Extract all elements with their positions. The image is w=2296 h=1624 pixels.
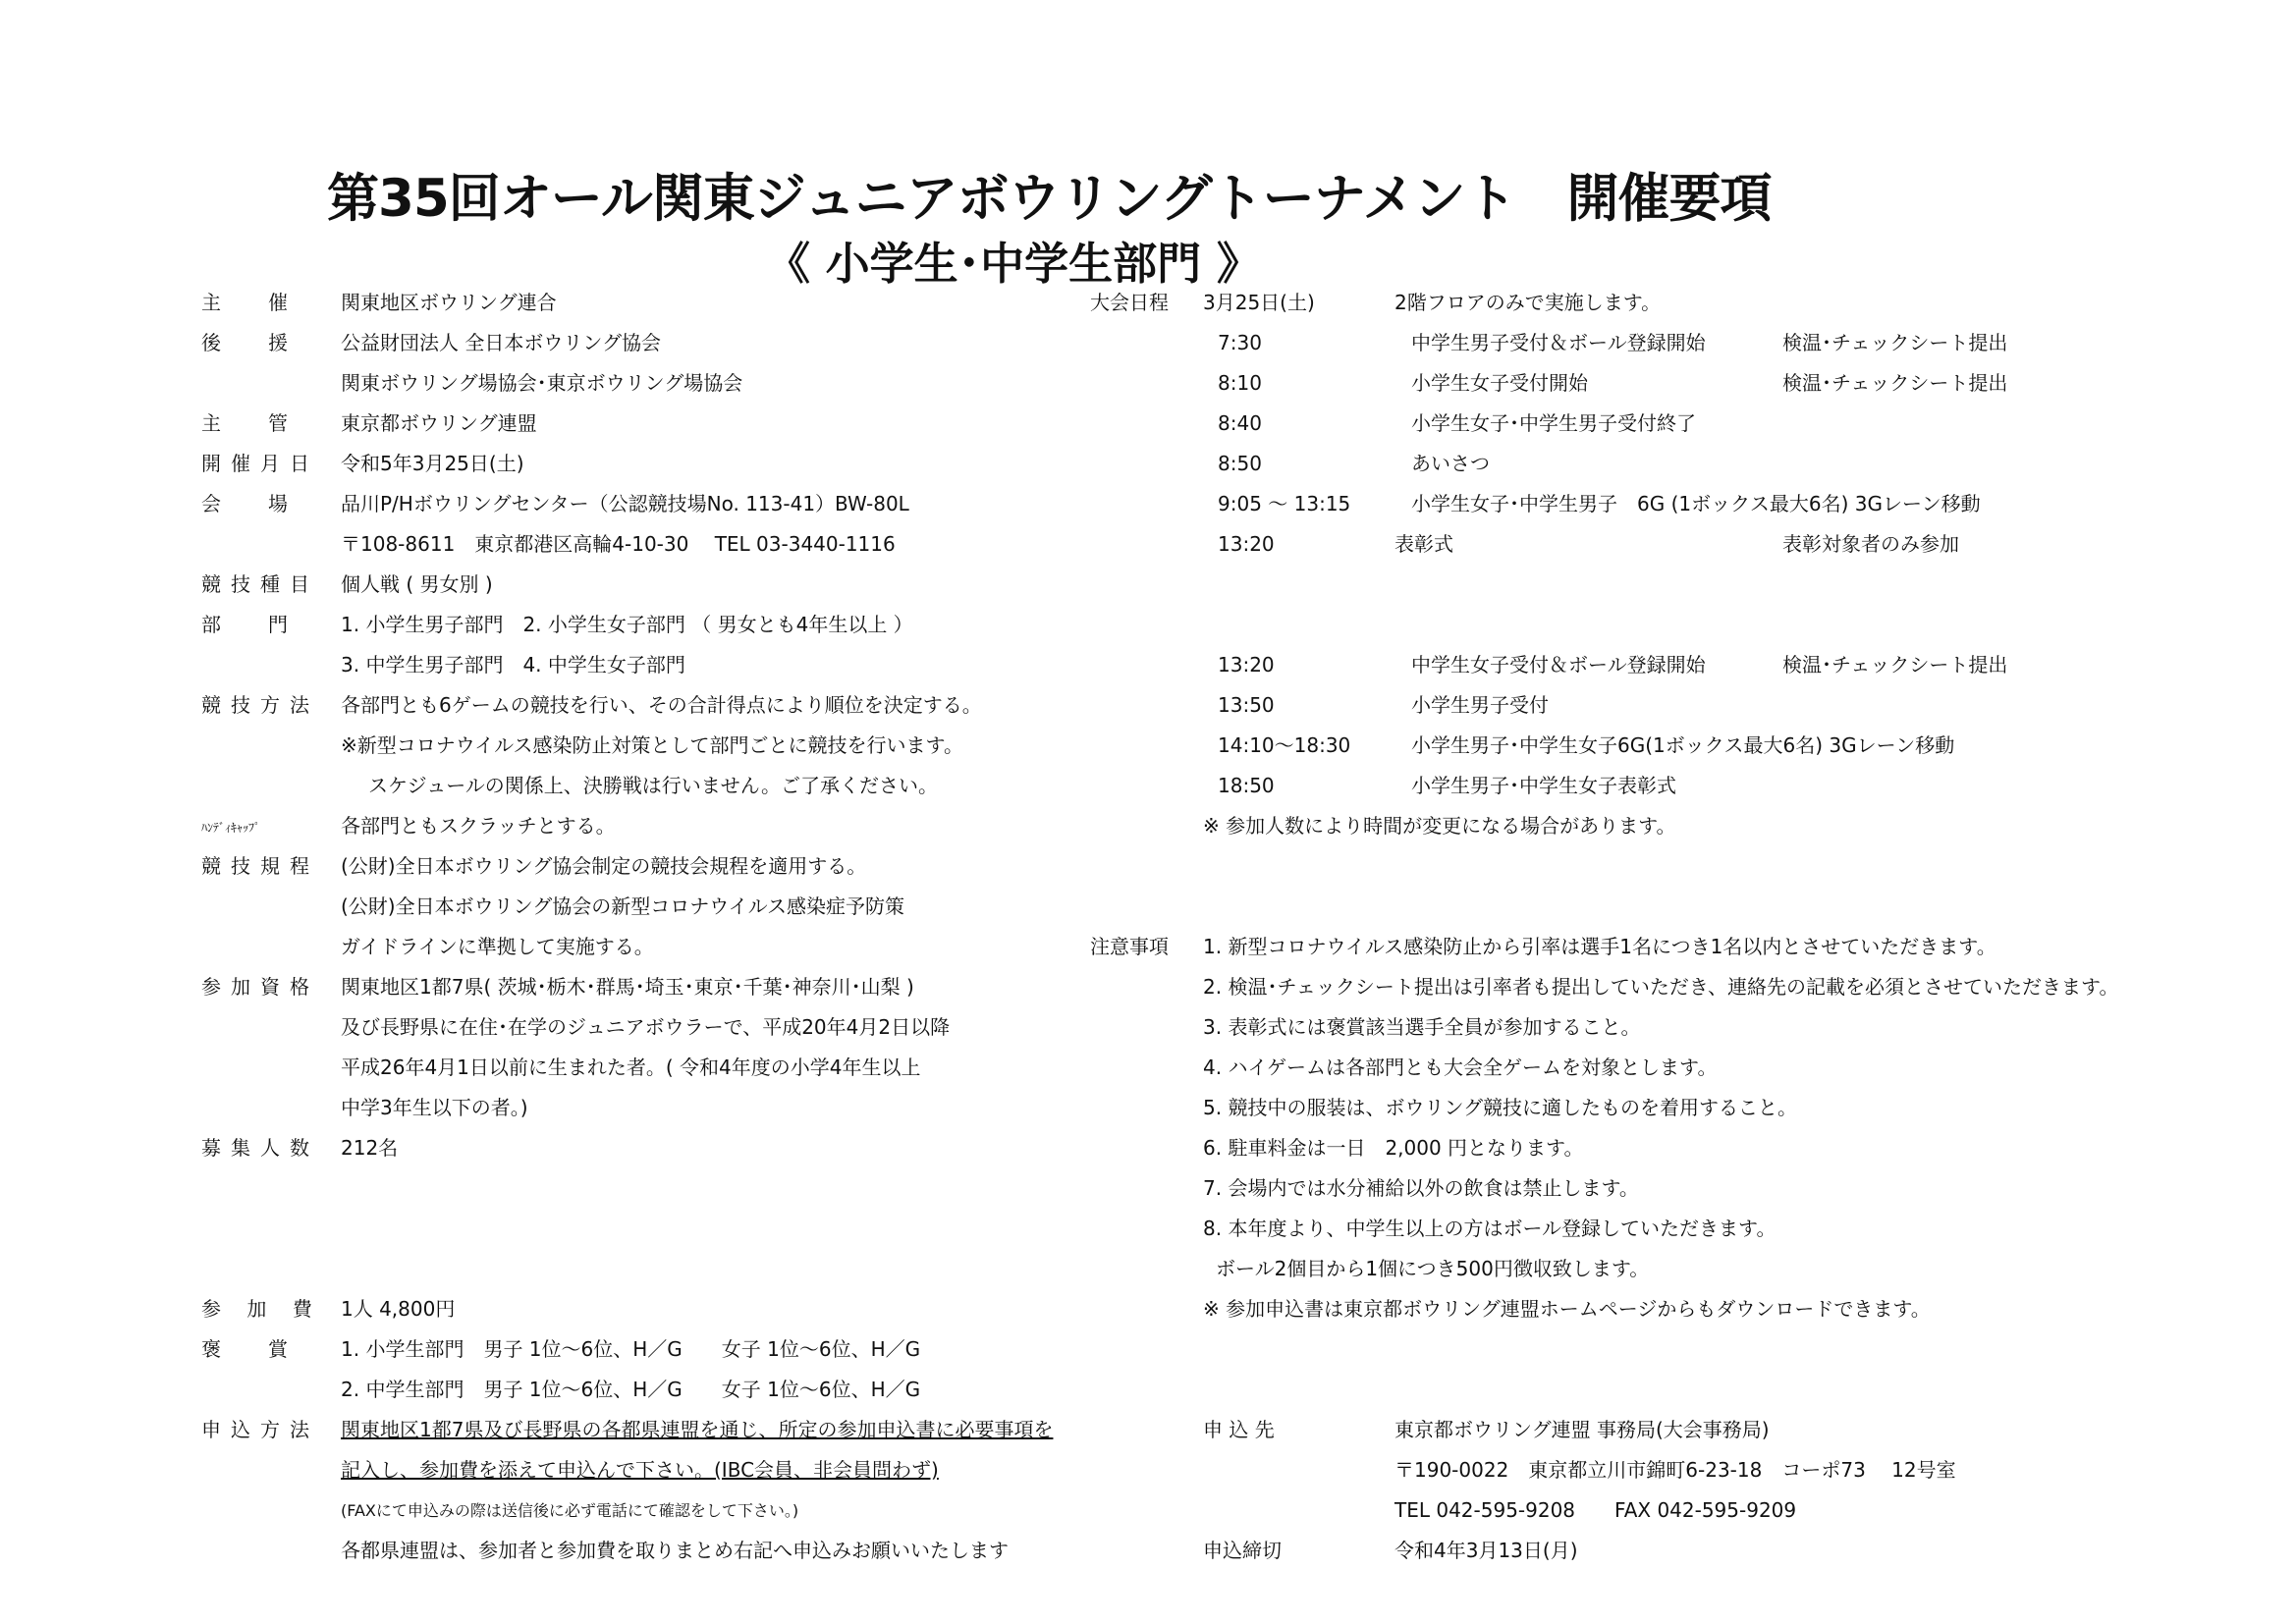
label-apply-method: 申込方法 bbox=[201, 1418, 319, 1441]
value-schedule-date: 3月25日(土) bbox=[1203, 291, 1315, 314]
value-support-2: 関東ボウリング場協会･東京ボウリング場協会 bbox=[341, 371, 743, 395]
value-event: 個人戦 ( 男女別 ) bbox=[341, 572, 493, 596]
schedule-extra: 検温･チェックシート提出 bbox=[1782, 653, 2008, 677]
note-item: 7. 会場内では水分補給以外の飲食は禁止します。 bbox=[1203, 1176, 1639, 1200]
label-schedule: 大会日程 bbox=[1090, 291, 1169, 314]
value-management: 東京都ボウリング連盟 bbox=[341, 411, 537, 435]
note-item: 4. ハイゲームは各部門とも大会全ゲームを対象とします。 bbox=[1203, 1056, 1718, 1079]
label-method: 競技方法 bbox=[201, 693, 319, 717]
value-apply-method-2: 記入し、参加費を添えて申込んで下さい。(IBC会員、非会員問わず) bbox=[341, 1458, 939, 1482]
schedule-desc: 小学生女子受付開始 bbox=[1411, 371, 1588, 395]
value-rules-2: (公財)全日本ボウリング協会の新型コロナウイルス感染症予防策 bbox=[341, 894, 905, 918]
value-method-2: ※新型コロナウイルス感染防止対策として部門ごとに競技を行います。 bbox=[341, 733, 963, 757]
value-apply-to-2: 〒190-0022 東京都立川市錦町6-23-18 コーポ73 12号室 bbox=[1394, 1458, 1956, 1482]
value-capacity: 212名 bbox=[341, 1136, 399, 1160]
note-item: ボール2個目から1個につき500円徴収致します。 bbox=[1216, 1257, 1650, 1280]
schedule-time: 13:50 bbox=[1218, 693, 1275, 717]
value-support-1: 公益財団法人 全日本ボウリング協会 bbox=[341, 331, 661, 354]
schedule-desc: 中学生女子受付＆ボール登録開始 bbox=[1411, 653, 1706, 677]
value-rules-3: ガイドラインに準拠して実施する。 bbox=[341, 935, 654, 958]
value-apply-method-1: 関東地区1都7県及び長野県の各都県連盟を通じ、所定の参加申込書に必要事項を bbox=[341, 1418, 1054, 1441]
label-management: 主 管 bbox=[201, 411, 301, 435]
schedule-time: 8:10 bbox=[1218, 371, 1262, 395]
value-fee: 1人 4,800円 bbox=[341, 1297, 456, 1321]
value-date: 令和5年3月25日(土) bbox=[341, 452, 524, 475]
schedule-time: 8:40 bbox=[1218, 411, 1262, 435]
label-venue: 会 場 bbox=[201, 492, 301, 515]
note-item: 2. 検温･チェックシート提出は引率者も提出していただき、連絡先の記載を必須とさせていただきます。 bbox=[1203, 975, 2119, 999]
schedule-desc: あいさつ bbox=[1411, 452, 1490, 475]
value-eligibility-3: 平成26年4月1日以前に生まれた者。( 令和4年度の小学4年生以上 bbox=[341, 1056, 921, 1079]
schedule-desc: 小学生女子･中学生男子 6G (1ボックス最大6名) 3Gレーン移動 bbox=[1411, 492, 1981, 515]
label-deadline: 申込締切 bbox=[1203, 1539, 1282, 1562]
label-eligibility: 参加資格 bbox=[201, 975, 319, 999]
schedule-time: 9:05 ～ 13:15 bbox=[1218, 492, 1351, 515]
value-eligibility-2: 及び長野県に在住･在学のジュニアボウラーで、平成20年4月2日以降 bbox=[341, 1015, 951, 1039]
label-handicap: ﾊﾝﾃﾞｨｷｬｯﾌﾟ bbox=[201, 821, 261, 835]
note-item: 1. 新型コロナウイルス感染防止から引率は選手1名につき1名以内とさせていただきます。 bbox=[1203, 935, 1996, 958]
schedule-time: 14:10～18:30 bbox=[1218, 733, 1351, 757]
schedule-extra: 表彰対象者のみ参加 bbox=[1782, 532, 1959, 556]
value-handicap: 各部門ともスクラッチとする。 bbox=[341, 814, 616, 838]
value-apply-method-3: (FAXにて申込みの際は送信後に必ず電話にて確認をして下さい。) bbox=[341, 1501, 799, 1520]
value-apply-to-1: 東京都ボウリング連盟 事務局(大会事務局) bbox=[1394, 1418, 1770, 1441]
value-deadline: 令和4年3月13日(月) bbox=[1394, 1539, 1578, 1562]
value-method-1: 各部門とも6ゲームの競技を行い、その合計得点により順位を決定する。 bbox=[341, 693, 982, 717]
schedule-desc: 小学生男子･中学生女子表彰式 bbox=[1411, 774, 1676, 797]
label-fee: 参 加 費 bbox=[201, 1297, 322, 1321]
note-item: 3. 表彰式には褒賞該当選手全員が参加すること。 bbox=[1203, 1015, 1641, 1039]
label-apply-to: 申 込 先 bbox=[1203, 1418, 1275, 1441]
schedule-time: 7:30 bbox=[1218, 331, 1262, 354]
download-note: ※ 参加申込書は東京都ボウリング連盟ホームページからもダウンロードできます。 bbox=[1203, 1297, 1931, 1321]
label-event: 競技種目 bbox=[201, 572, 319, 596]
label-rules: 競技規程 bbox=[201, 854, 319, 878]
schedule-extra: 検温･チェックシート提出 bbox=[1782, 371, 2008, 395]
schedule-desc: 中学生男子受付＆ボール登録開始 bbox=[1411, 331, 1706, 354]
label-date: 開催月日 bbox=[201, 452, 319, 475]
note-item: 6. 駐車料金は一日 2,000 円となります。 bbox=[1203, 1136, 1584, 1160]
schedule-time: 18:50 bbox=[1218, 774, 1275, 797]
value-awards-1: 1. 小学生部門 男子 1位～6位、H／G 女子 1位～6位、H／G bbox=[341, 1337, 921, 1361]
value-apply-to-3: TEL 042-595-9208 FAX 042-595-9209 bbox=[1394, 1498, 1797, 1522]
value-awards-2: 2. 中学生部門 男子 1位～6位、H／G 女子 1位～6位、H／G bbox=[341, 1378, 921, 1401]
label-organizer: 主 催 bbox=[201, 291, 301, 314]
value-venue-2: 〒108-8611 東京都港区高輪4-10-30 TEL 03-3440-1116 bbox=[341, 532, 896, 556]
value-apply-method-4: 各都県連盟は、参加者と参加費を取りまとめ右記へ申込みお願いいたします bbox=[341, 1539, 1009, 1562]
schedule-time: 13:20 bbox=[1218, 532, 1275, 556]
note-item: 8. 本年度より、中学生以上の方はボール登録していただきます。 bbox=[1203, 1217, 1777, 1240]
value-venue-1: 品川P/Hボウリングセンター（公認競技場No. 113-41）BW-80L bbox=[341, 492, 909, 515]
value-rules-1: (公財)全日本ボウリング協会制定の競技会規程を適用する。 bbox=[341, 854, 867, 878]
value-division-1: 1. 小学生男子部門 2. 小学生女子部門 （ 男女とも4年生以上 ） bbox=[341, 613, 913, 636]
label-capacity: 募集人数 bbox=[201, 1136, 319, 1160]
schedule-time: 8:50 bbox=[1218, 452, 1262, 475]
page-subtitle: 《 小学生･中学生部門 》 bbox=[766, 238, 1261, 290]
label-awards: 褒 賞 bbox=[201, 1337, 301, 1361]
value-eligibility-4: 中学3年生以下の者。) bbox=[341, 1096, 528, 1119]
schedule-desc: 小学生女子･中学生男子受付終了 bbox=[1411, 411, 1696, 435]
value-eligibility-1: 関東地区1都7県( 茨城･栃木･群馬･埼玉･東京･千葉･神奈川･山梨 ) bbox=[341, 975, 914, 999]
schedule-desc: 表彰式 bbox=[1394, 532, 1453, 556]
value-schedule-note: 2階フロアのみで実施します。 bbox=[1394, 291, 1662, 314]
value-method-3: スケジュールの関係上、決勝戦は行いません。ご了承ください。 bbox=[368, 774, 938, 797]
schedule-time: 13:20 bbox=[1218, 653, 1275, 677]
label-support: 後 援 bbox=[201, 331, 301, 354]
note-item: 5. 競技中の服装は、ボウリング競技に適したものを着用すること。 bbox=[1203, 1096, 1798, 1119]
schedule-desc: 小学生男子･中学生女子6G(1ボックス最大6名) 3Gレーン移動 bbox=[1411, 733, 1955, 757]
schedule-footnote: ※ 参加人数により時間が変更になる場合があります。 bbox=[1203, 814, 1676, 838]
value-organizer: 関東地区ボウリング連合 bbox=[341, 291, 557, 314]
schedule-desc: 小学生男子受付 bbox=[1411, 693, 1549, 717]
page-title: 第35回オール関東ジュニアボウリングトーナメント 開催要項 bbox=[327, 169, 1772, 229]
label-notes: 注意事項 bbox=[1090, 935, 1169, 958]
label-division: 部 門 bbox=[201, 613, 301, 636]
value-division-2: 3. 中学生男子部門 4. 中学生女子部門 bbox=[341, 653, 685, 677]
schedule-extra: 検温･チェックシート提出 bbox=[1782, 331, 2008, 354]
